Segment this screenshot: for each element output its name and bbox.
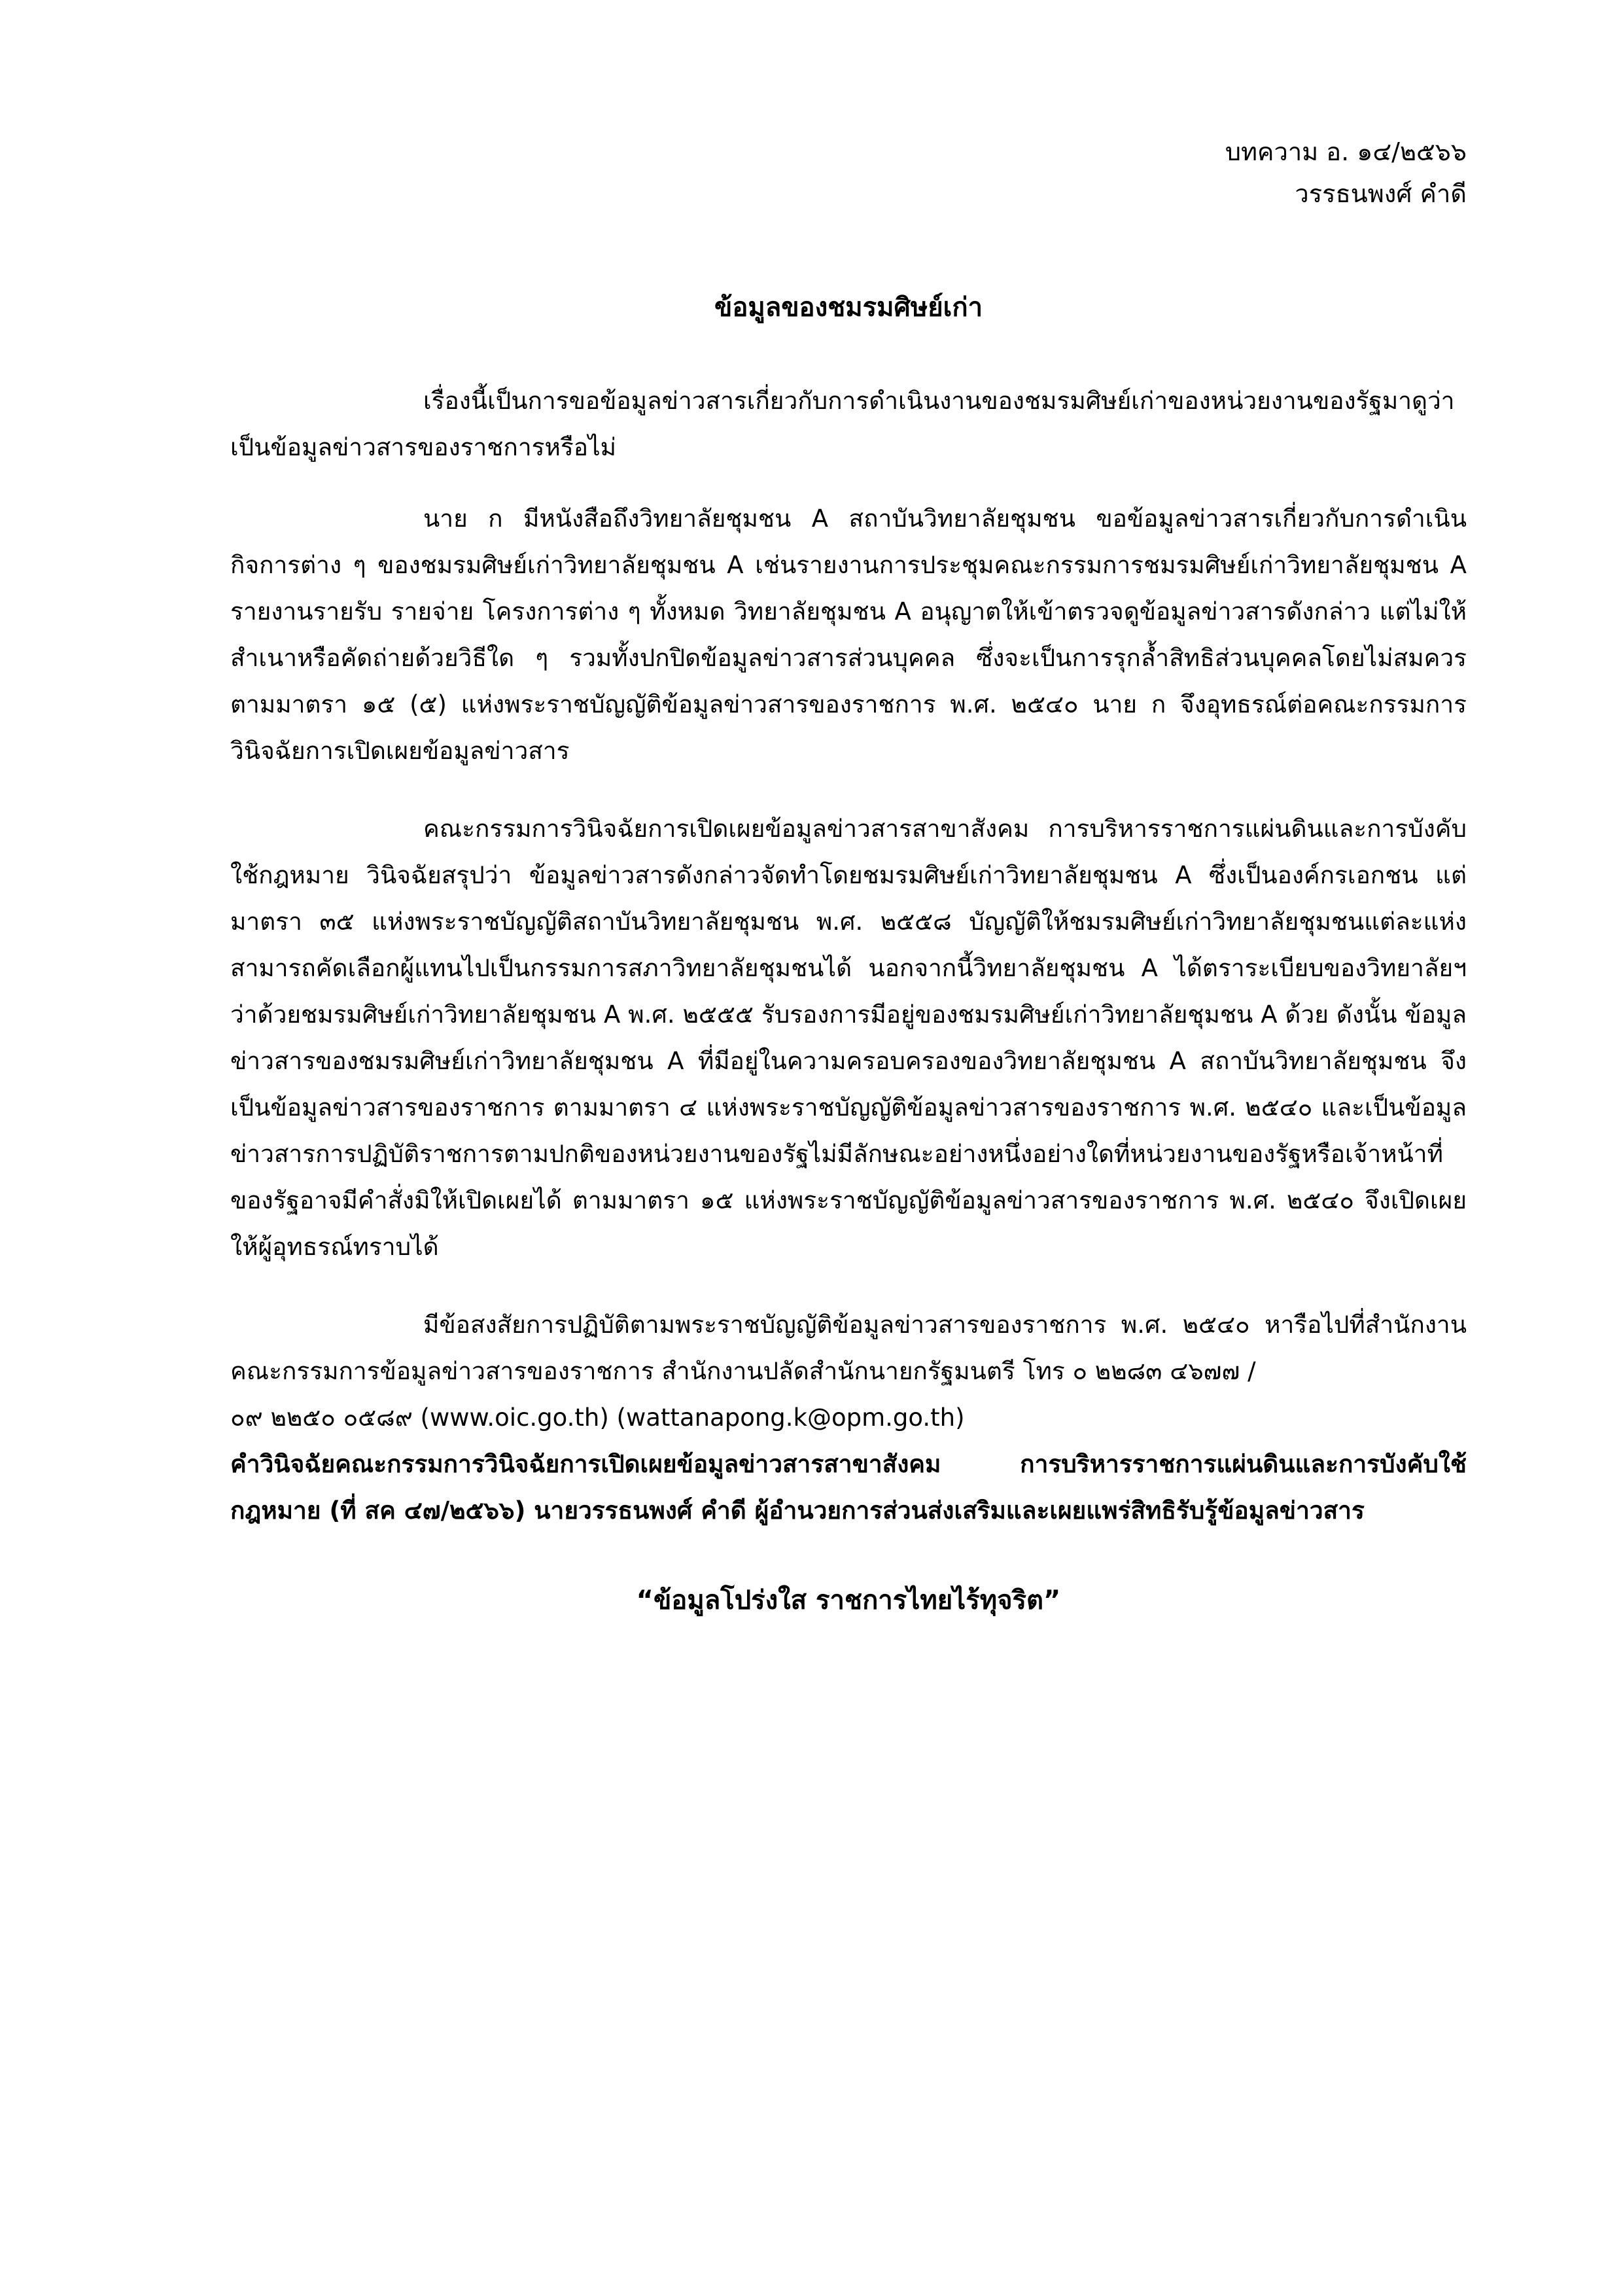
slogan: “ข้อมูลโปร่งใส ราชการไทยไร้ทุจริต”	[636, 1585, 1061, 1616]
contact-paragraph: มีข้อสงสัยการปฏิบัติตามพระราชบัญญัติข้อมูลข่าวสารของราชการ พ.ศ. ๒๕๔๐ หารือไปที่สำนักงานคณะกรรมการข้อมูลข่าวสารของราชการ สำนักงานปลัดสำนักนายกรัฐมนตรี โทร ๐ ๒๒๘๓ ๔๖๗๗ /	[230, 1311, 1467, 1385]
author-name: วรรธนพงศ์ คำดี	[1295, 179, 1467, 208]
intro-paragraph: เรื่องนี้เป็นการขอข้อมูลข่าวสารเกี่ยวกับการดำเนินงานของชมรมศิษย์เก่าของหน่วยงานของรัฐมาดูว่า เป็นข้อมูลข่าวสารของราชการหรือไม่	[230, 387, 1455, 461]
document-header	[230, 131, 1467, 215]
ruling-reference: คำวินิจฉัยคณะกรรมการวินิจฉัยการเปิดเผยข้อมูลข่าวสารสาขาสังคม การบริหารราชการแผ่นดินและการบังคับใช้กฎหมาย (ที่ สค ๔๗/๒๕๖๖) นายวรรธนพงศ์ คำดี ผู้อำนวยการส่วนส่งเสริมและเผยแพร่สิทธิรับรู้ข้อมูลข่าวสาร	[230, 1450, 1467, 1525]
document-title: ข้อมูลของชมรมศิษย์เก่า	[714, 292, 983, 323]
case-facts-paragraph: นาย ก มีหนังสือถึงวิทยาลัยชุมชน A สถาบันวิทยาลัยชุมชน ขอข้อมูลข่าวสารเกี่ยวกับการดำเนินกิจการต่าง ๆ ของชมรมศิษย์เก่าวิทยาลัยชุมชน A เช่นรายงานการประชุมคณะกรรมการชมรมศิษย์เก่าวิทยาลัยชุมชน A รายงานรายรับ รายจ่าย โครงการต่าง ๆ ทั้งหมด วิทยาลัยชุมชน A อนุญาตให้เข้าตรวจดูข้อมูลข่าวสารดังกล่าว แต่ไม่ให้สำเนาหรือคัดถ่ายด้วยวิธีใด ๆ รวมทั้งปกปิดข้อมูลข่าวสารส่วนบุคคล ซึ่งจะเป็นการรุกล้ำสิทธิส่วนบุคคลโดยไม่สมควร ตามมาตรา ๑๕ (๕) แห่งพระราชบัญญัติข้อมูลข่าวสารของราชการ พ.ศ. ๒๕๔๐ นาย ก จึงอุทธรณ์ต่อคณะกรรมการวินิจฉัยการเปิดเผยข้อมูลข่าวสาร	[230, 504, 1467, 765]
document-page	[230, 131, 1467, 1621]
article-number: บทความ อ. ๑๔/๒๕๖๖	[1225, 137, 1467, 166]
committee-decision-paragraph: คณะกรรมการวินิจฉัยการเปิดเผยข้อมูลข่าวสารสาขาสังคม การบริหารราชการแผ่นดินและการบังคับใช้กฎหมาย วินิจฉัยสรุปว่า ข้อมูลข่าวสารดังกล่าวจัดทำโดยชมรมศิษย์เก่าวิทยาลัยชุมชน A ซึ่งเป็นองค์กรเอกชน แต่มาตรา ๓๕ แห่งพระราชบัญญัติสถาบันวิทยาลัยชุมชน พ.ศ. ๒๕๕๘ บัญญัติให้ชมรมศิษย์เก่าวิทยาลัยชุมชนแต่ละแห่งสามารถคัดเลือกผู้แทนไปเป็นกรรมการสภาวิทยาลัยชุมชนได้ นอกจากนี้วิทยาลัยชุมชน A ได้ตราระเบียบของวิทยาลัยฯ ว่าด้วยชมรมศิษย์เก่าวิทยาลัยชุมชน A พ.ศ. ๒๕๕๕ รับรองการมีอยู่ของชมรมศิษย์เก่าวิทยาลัยชุมชน A ด้วย ดังนั้น ข้อมูลข่าวสารของชมรมศิษย์เก่าวิทยาลัยชุมชน A ที่มีอยู่ในความครอบครองของวิทยาลัยชุมชน A สถาบันวิทยาลัยชุมชน จึงเป็นข้อมูลข่าวสารของราชการ ตามมาตรา ๔ แห่งพระราชบัญญัติข้อมูลข่าวสารของราชการ พ.ศ. ๒๕๔๐ และเป็นข้อมูลข่าวสารการปฏิบัติราชการตามปกติของหน่วยงานของรัฐไม่มีลักษณะอย่างหนึ่งอย่างใดที่หน่วยงานของรัฐหรือเจ้าหน้าที่ของรัฐอาจมีคำสั่งมิให้เปิดเผยได้ ตามมาตรา ๑๕ แห่งพระราชบัญญัติข้อมูลข่าวสารของราชการ พ.ศ. ๒๕๔๐ จึงเปิดเผยให้ผู้อุทธรณ์ทราบได้	[230, 815, 1467, 1261]
contact-line: ๐๙ ๒๒๕๐ ๐๕๘๙ (www.oic.go.th) (wattanapong.k@opm.go.th)	[230, 1404, 965, 1432]
